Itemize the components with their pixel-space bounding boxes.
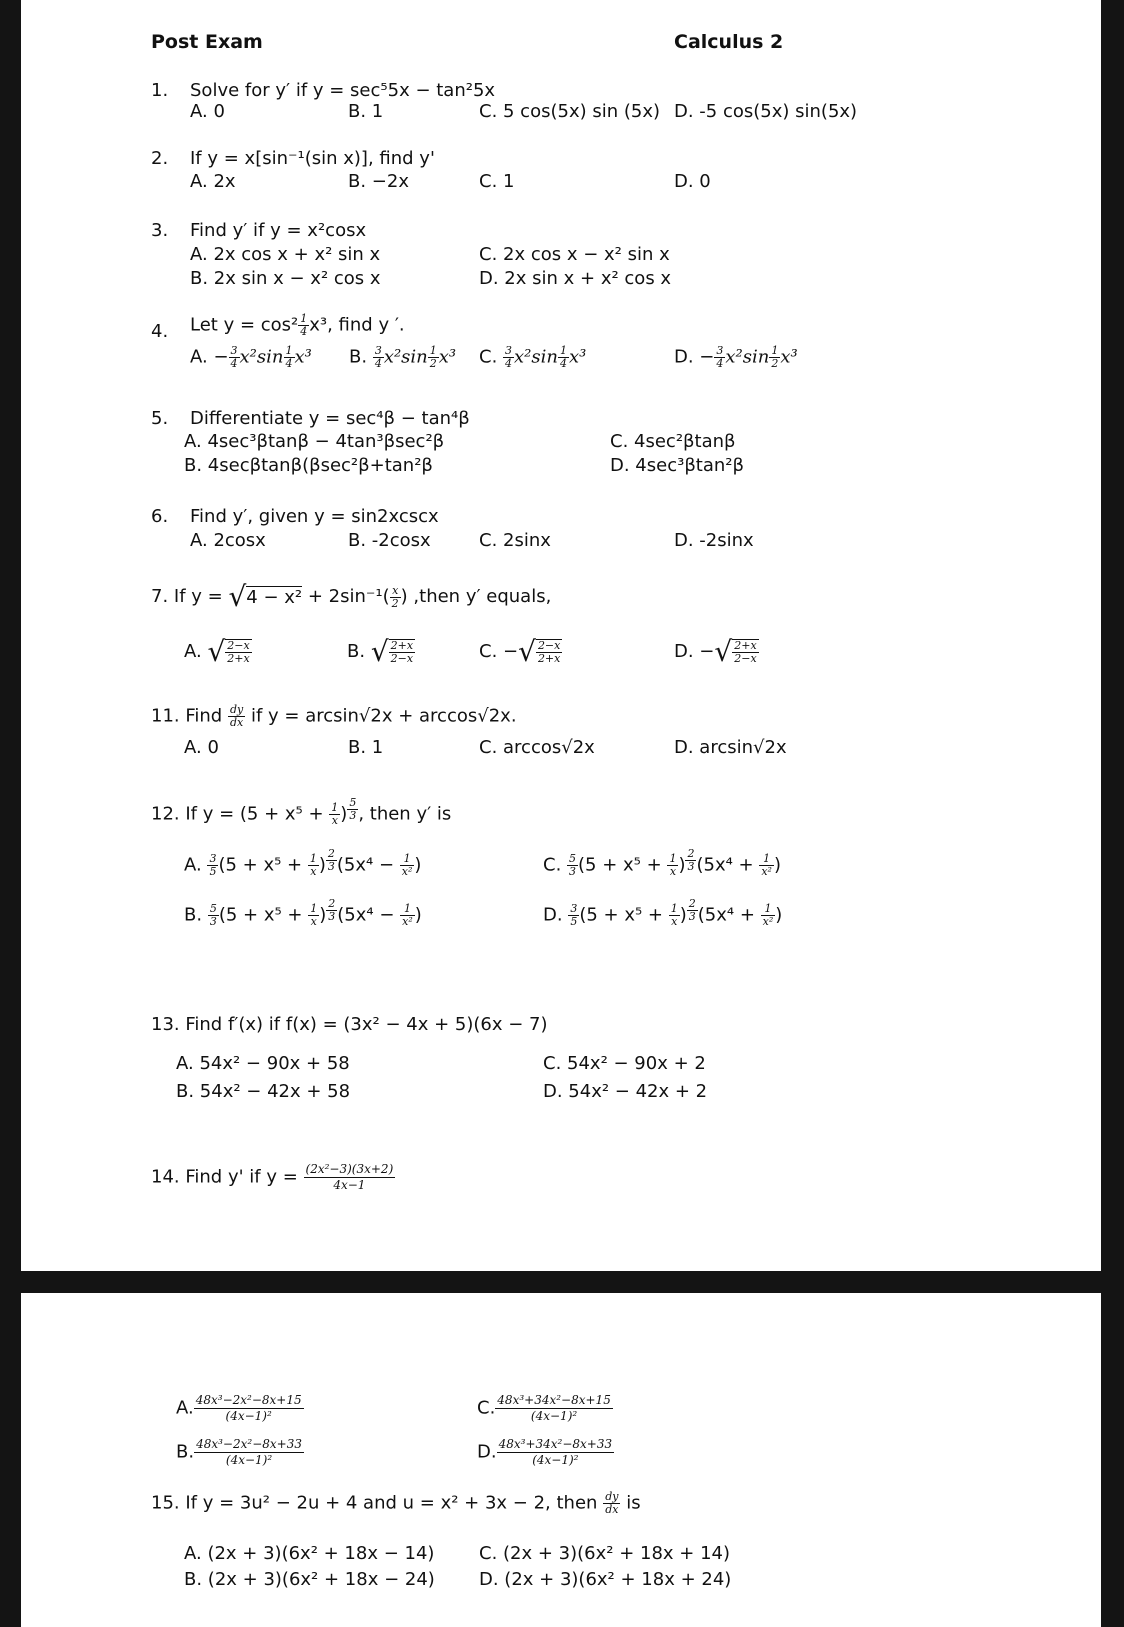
q4-stem: Let y = cos² $\frac{1}{4}$ x³, find y ′. [190,312,405,338]
q5-option-a: A. 4sec³βtanβ − 4tan³βsec²β [184,431,445,452]
q2-number: 2. [151,148,169,169]
q6-option-b: B. -2cosx [348,530,431,551]
q6-option-d: D. -2sinx [674,530,754,551]
q15-stem: 15. If y = 3u² − 2u + 4 and u = x² + 3x − 2, then $\frac{dy}{dx}$ is [151,1490,641,1516]
q5-number: 5. [151,408,169,429]
q7-option-d: D. −√ $\frac{2+x}{2-x}$ [674,635,757,668]
q7-option-c: C. −√ $\frac{2-x}{2+x}$ [479,635,561,668]
q1-option-d: D. -5 cos(5x) sin(5x) [674,101,858,122]
q4-frac: $\frac{1}{4}$ [300,312,308,338]
q11-option-a: A. 0 [184,737,219,758]
q11-option-c: C. arccos√2x [479,737,595,758]
q13-option-a: A. 54x² − 90x + 58 [176,1053,350,1074]
q13-stem: 13. Find f′(x) if f(x) = (3x² − 4x + 5)(6x − 7) [151,1014,548,1035]
q14-option-a: A. $\frac{\text{48x³−2x²−8x+15}}{\text{(4x−1)²}}$ [176,1393,302,1423]
q5-option-b: B. 4secβtanβ(βsec²β+tan²β [184,455,433,476]
q6-option-c: C. 2sinx [479,530,551,551]
q12-option-b: B. $\frac{5}{3}$ (5 + x⁵ + $\frac{1}{x}$ ) $^{\frac{2}{3}}$ (5x⁴ − $\frac{1}{\text{x²}}$ ) [184,897,422,928]
q2-stem: If y = x[sin⁻¹(sin x)], find y' [190,148,435,169]
q14-option-b: B. $\frac{\text{48x³−2x²−8x+33}}{\text{(4x−1)²}}$ [176,1437,302,1467]
q2-option-d: D. 0 [674,171,711,192]
q2-option-c: C. 1 [479,171,515,192]
q14-stem: 14. Find y' if y = $\frac{\text{(2x²−3)(3x+2)}}{4x-1}$ [151,1162,394,1192]
q1-option-a: A. 0 [190,101,225,122]
q6-number: 6. [151,506,169,527]
q5-stem: Differentiate y = sec⁴β − tan⁴β [190,408,470,429]
exam-page-1 [21,0,1101,1271]
exam-title: Post Exam [151,31,263,53]
q11-option-b: B. 1 [348,737,384,758]
q7-option-b: B. √ $\frac{2+x}{2-x}$ [347,635,414,668]
q11-option-d: D. arcsin√2x [674,737,787,758]
q13-option-d: D. 54x² − 42x + 2 [543,1081,708,1102]
q4-number: 4. [151,321,169,342]
q13-option-b: B. 54x² − 42x + 58 [176,1081,351,1102]
q15-option-b: B. (2x + 3)(6x² + 18x − 24) [184,1569,435,1590]
q15-option-d: D. (2x + 3)(6x² + 18x + 24) [479,1569,732,1590]
q15-option-c: C. (2x + 3)(6x² + 18x + 14) [479,1543,731,1564]
q3-option-a: A. 2x cos x + x² sin x [190,244,381,265]
q6-option-a: A. 2cosx [190,530,266,551]
q1-option-b: B. 1 [348,101,384,122]
q6-stem: Find y′, given y = sin2xcscx [190,506,439,527]
q2-option-b: B. −2x [348,171,409,192]
q3-stem: Find y′ if y = x²cosx [190,220,367,241]
q14-option-d: D. $\frac{\text{48x³+34x²−8x+33}}{\text{(4x−1)²}}$ [477,1437,613,1467]
q12-option-d: D. $\frac{3}{5}$ (5 + x⁵ + $\frac{1}{x}$ ) $^{\frac{2}{3}}$ (5x⁴ + $\frac{1}{\text{x²}}$ ) [543,897,783,928]
course-title: Calculus 2 [674,31,784,53]
q4-option-d: D. − $\frac{3}{4}$ x²sin $\frac{1}{2}$ x³ [674,344,798,370]
q13-option-c: C. 54x² − 90x + 2 [543,1053,706,1074]
q1-stem: Solve for y′ if y = sec⁵5x − tan²5x [190,80,496,101]
q4-option-b: B. $\frac{3}{4}$ x²sin $\frac{1}{2}$ x³ [349,344,457,370]
q11-stem: 11. Find $\frac{dy}{dx}$ if y = arcsin√2x + arccos√2x. [151,703,517,729]
q12-stem: 12. If y = (5 + x⁵ + $\frac{1}{x}$ ) $^{\frac{5}{3}}$ , then y′ is [151,796,452,827]
q14-option-c: C. $\frac{\text{48x³+34x²−8x+15}}{\text{(4x−1)²}}$ [477,1393,611,1423]
q12-option-c: C. $\frac{5}{3}$ (5 + x⁵ + $\frac{1}{x}$ ) $^{\frac{2}{3}}$ (5x⁴ + $\frac{1}{\text{x²}}$ ) [543,847,781,878]
q3-option-b: B. 2x sin x − x² cos x [190,268,381,289]
q3-option-c: C. 2x cos x − x² sin x [479,244,670,265]
q5-option-c: C. 4sec²βtanβ [610,431,736,452]
q3-option-d: D. 2x sin x + x² cos x [479,268,672,289]
q4-option-c: C. $\frac{3}{4}$ x²sin $\frac{1}{4}$ x³ [479,344,587,370]
q4-option-a: A. − $\frac{3}{4}$ x²sin $\frac{1}{4}$ x³ [190,344,312,370]
q3-number: 3. [151,220,169,241]
q1-option-c: C. 5 cos(5x) sin (5x) [479,101,661,122]
q5-option-d: D. 4sec³βtan²β [610,455,745,476]
exam-page-2 [21,1293,1101,1627]
q2-option-a: A. 2x [190,171,236,192]
q15-option-a: A. (2x + 3)(6x² + 18x − 14) [184,1543,435,1564]
q1-number: 1. [151,80,169,101]
q7-stem: 7. If y = √4 − x² + 2sin⁻¹( $\frac{x}{2}$ ) ,then y′ equals, [151,580,552,613]
q7-option-a: A. √ $\frac{2-x}{2+x}$ [184,635,250,668]
q12-option-a: A. $\frac{3}{5}$ (5 + x⁵ + $\frac{1}{x}$ ) $^{\frac{2}{3}}$ (5x⁴ − $\frac{1}{\text{x²}}$ ) [184,847,422,878]
